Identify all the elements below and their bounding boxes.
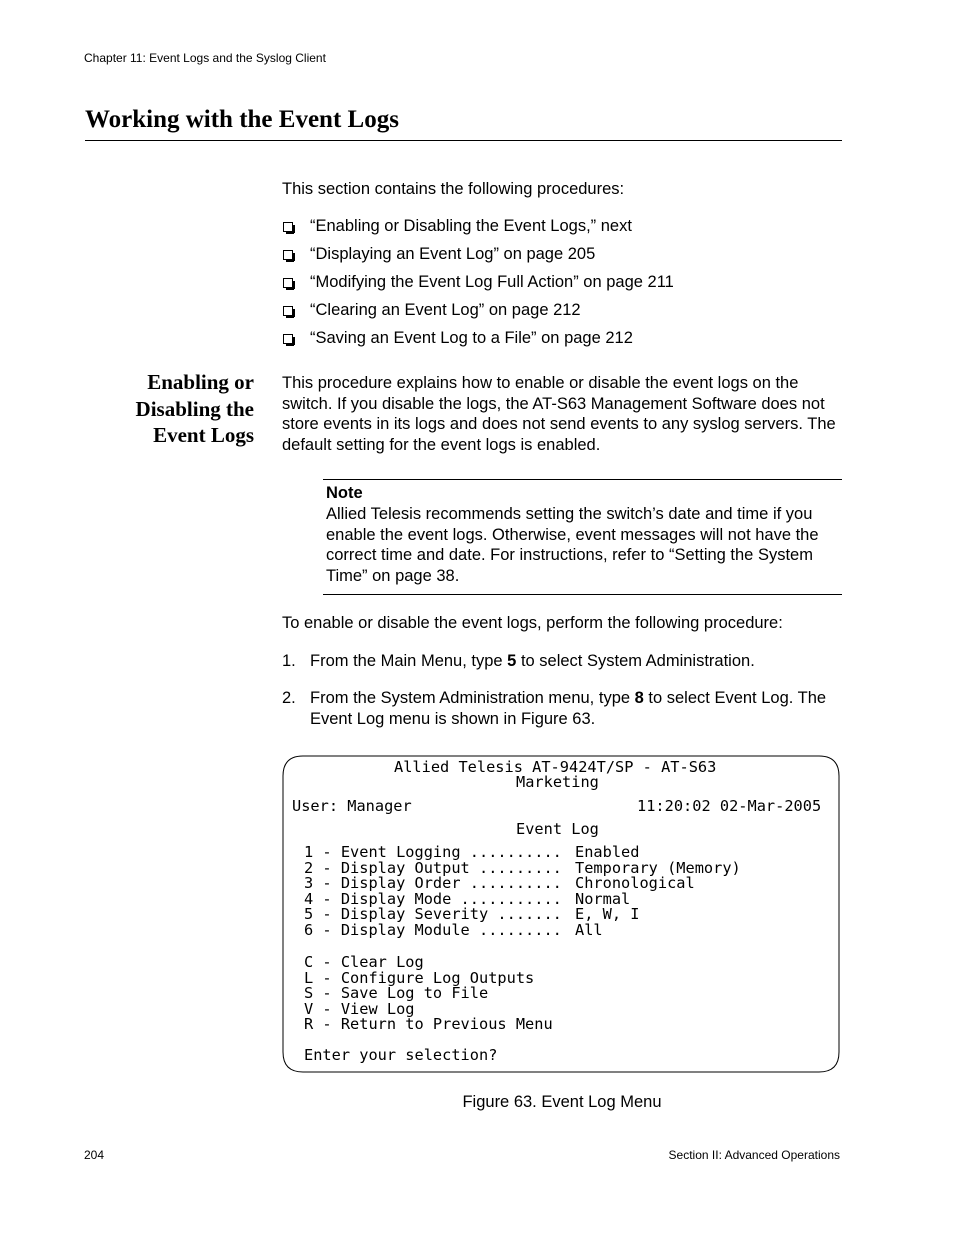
terminal-screen	[281, 755, 840, 1073]
note-text: Allied Telesis recommends setting the switch’s date and time if you enable the event logs. Otherwise, event messages will not have the correct time and date. For instructions, refer to “Setting the System Time” on page 38.	[326, 505, 819, 585]
menu-option[interactable]: 3 - Display Order ..........	[304, 874, 562, 892]
menu-option-value: Normal	[575, 889, 631, 908]
note-label: Note	[326, 484, 363, 502]
terminal-prompt[interactable]: Enter your selection?	[304, 1046, 498, 1064]
subsection-heading	[100, 369, 254, 449]
menu-action[interactable]: R - Return to Previous Menu	[304, 1015, 553, 1033]
terminal-datetime: 11:20:02 02-Mar-2005	[637, 797, 822, 815]
note-box	[323, 479, 842, 595]
terminal-menu-title: Event Log	[516, 820, 599, 838]
menu-option[interactable]: 5 - Display Severity .......	[304, 905, 562, 923]
menu-action[interactable]: V - View Log	[304, 999, 415, 1018]
checkbox-bullet-icon	[283, 222, 293, 232]
subsection-heading-line: Disabling the	[135, 396, 254, 421]
subsection-heading-line: Enabling or	[147, 370, 254, 394]
figure-caption: Figure 63. Event Log Menu	[462, 1093, 662, 1111]
step-text: From the Main Menu, type 5 to select System Administration.	[310, 652, 755, 670]
step-key: 5	[507, 652, 517, 670]
procedure-link[interactable]: “Enabling or Disabling the Event Logs,” next	[310, 217, 632, 235]
chapter-header: Chapter 11: Event Logs and the Syslog Client	[84, 51, 326, 65]
menu-option-value: Temporary (Memory)	[575, 858, 741, 877]
menu-option[interactable]: 4 - Display Mode ...........	[304, 889, 562, 908]
page-number: 204	[84, 1148, 105, 1162]
menu-option[interactable]: 6 - Display Module .........	[304, 920, 562, 939]
checkbox-bullet-icon	[283, 250, 293, 260]
subsection-heading-line: Event Logs	[153, 423, 254, 447]
menu-action[interactable]: L - Configure Log Outputs	[304, 968, 535, 987]
menu-action[interactable]: S - Save Log to File	[304, 984, 489, 1002]
step-key: 8	[634, 689, 644, 707]
step-number: 1.	[282, 652, 296, 670]
checkbox-bullet-icon	[283, 306, 293, 316]
terminal-user: User: Manager	[292, 797, 412, 815]
procedure-item	[282, 272, 674, 300]
procedure-link[interactable]: “Displaying an Event Log” on page 205	[310, 245, 596, 263]
section-title: Working with the Event Logs	[85, 106, 399, 133]
menu-action[interactable]: C - Clear Log	[304, 953, 424, 971]
title-rule	[85, 140, 842, 141]
menu-option-value: E, W, I	[575, 905, 640, 923]
menu-option-value: Chronological	[575, 874, 695, 892]
procedure-paragraph: This procedure explains how to enable or disable the event logs on the switch. If you disable the logs, the AT-S63 Management Software does not store events in its logs and does not send events to any syslog servers. The default setting for the event logs is enabled.	[282, 374, 836, 454]
step-number: 2.	[282, 689, 296, 707]
procedure-item	[282, 300, 674, 328]
procedure-link[interactable]: “Saving an Event Log to a File” on page 212	[310, 329, 633, 347]
menu-option-value: All	[575, 920, 603, 939]
checkbox-bullet-icon	[283, 334, 293, 344]
intro-text: This section contains the following procedures:	[282, 180, 625, 198]
procedure-item	[282, 328, 674, 356]
terminal-banner: Allied Telesis AT-9424T/SP - AT-S63	[394, 758, 717, 776]
procedure-link[interactable]: “Clearing an Event Log” on page 212	[310, 301, 581, 319]
footer-section: Section II: Advanced Operations	[668, 1148, 840, 1162]
procedure-item	[282, 216, 674, 244]
menu-option[interactable]: 1 - Event Logging ..........	[304, 843, 562, 861]
step-text: From the System Administration menu, type 8 to select Event Log. The Event Log menu is shown in Figure 63.	[310, 689, 827, 728]
procedure-item	[282, 244, 674, 272]
procedure-link[interactable]: “Modifying the Event Log Full Action” on page 211	[310, 273, 674, 291]
menu-option[interactable]: 2 - Display Output .........	[304, 858, 562, 877]
checkbox-bullet-icon	[283, 278, 293, 288]
steps-intro: To enable or disable the event logs, perform the following procedure:	[282, 614, 783, 632]
terminal-location: Marketing	[516, 773, 599, 791]
menu-option-value: Enabled	[575, 843, 640, 861]
procedure-list	[282, 216, 674, 356]
